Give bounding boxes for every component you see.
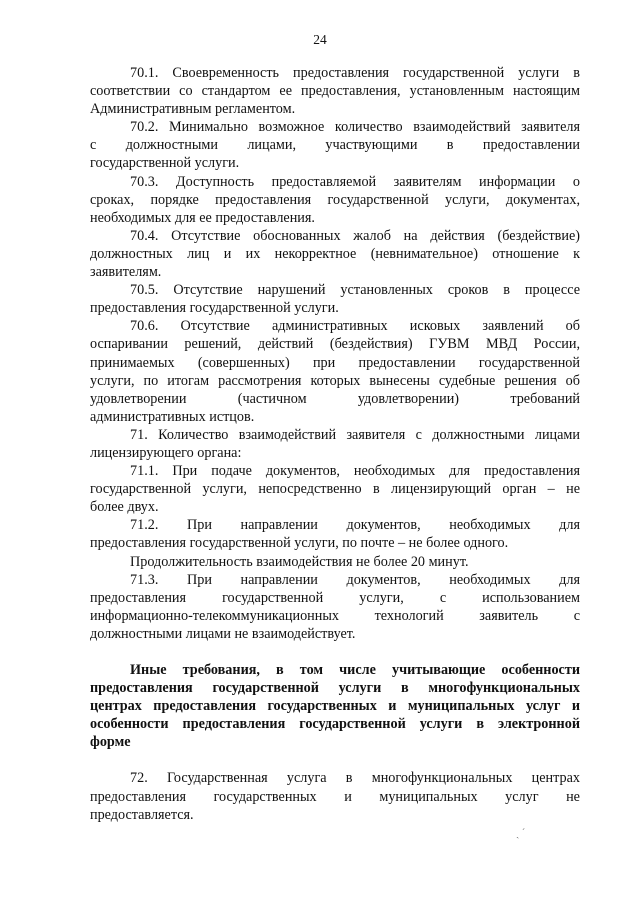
- text-line: лицензирующего органа:: [90, 444, 242, 461]
- paragraph-70-3: [90, 173, 580, 227]
- paragraph-70-5: [90, 281, 580, 317]
- heading-line: Иные требования, в том числе учитывающие особенности: [130, 662, 580, 678]
- paragraph-71-1: [90, 462, 580, 516]
- text-line: удовлетворении (частичном удовлетворении) требований: [90, 390, 580, 407]
- heading-line: форме: [90, 734, 131, 751]
- text-line: услуги, по итогам рассмотрения которых вынесены судебные решения об: [90, 372, 580, 389]
- text-line: более двух.: [90, 499, 159, 516]
- heading-line: центрах предоставления государственных и муниципальных услуг и: [90, 698, 580, 715]
- paragraph-70-6: [90, 317, 580, 426]
- text-line: заявителям.: [90, 264, 162, 281]
- text-line: 71. Количество взаимодействий заявителя с должностными лицами: [130, 426, 580, 443]
- text-line: государственной услуги.: [90, 155, 240, 172]
- text-line: 71.1. При подаче документов, необходимых для предоставления: [130, 463, 580, 480]
- paragraph-71-3: [90, 571, 580, 643]
- section-heading: [90, 661, 580, 751]
- text-line: административных истцов.: [90, 408, 255, 425]
- page-number: 24: [313, 32, 327, 47]
- text-line: предоставления государственной услуги, по почте – не более одного.: [90, 535, 509, 552]
- paragraph-71-2: [90, 516, 580, 552]
- text-line: государственной услуги, непосредственно в лицензирующий орган – не: [90, 481, 580, 498]
- text-line: 72. Государственная услуга в многофункциональных центрах: [130, 770, 580, 787]
- text-line: 70.6. Отсутствие административных исковых заявлений об: [130, 318, 580, 335]
- paragraph-70-4: [90, 227, 580, 281]
- paragraph-71: [90, 426, 580, 462]
- text-line: 71.2. При направлении документов, необходимых для: [130, 517, 580, 534]
- paragraph-70-2: [90, 118, 580, 172]
- document-body: [90, 64, 580, 824]
- text-line: должностными лицами не взаимодействует.: [90, 625, 356, 642]
- text-line: 71.3. При направлении документов, необходимых для: [130, 571, 580, 588]
- text-line: должностных лиц и их некорректное (невнимательное) отношение к: [90, 245, 580, 262]
- text-line: 70.4. Отсутствие обоснованных жалоб на действия (бездействие): [130, 227, 580, 244]
- text-line: Продолжительность взаимодействия не более 20 минут.: [130, 553, 469, 570]
- text-line: 70.3. Доступность предоставляемой заявителям информации о: [130, 173, 580, 190]
- paragraph-duration: [90, 553, 580, 571]
- text-line: Административным регламентом.: [90, 101, 296, 118]
- paragraph-72: [90, 769, 580, 823]
- text-line: предоставляется.: [90, 806, 194, 823]
- paragraph-70-1: [90, 64, 580, 118]
- text-line: 70.5. Отсутствие нарушений установленных сроков в процессе: [130, 282, 580, 299]
- text-line: 70.2. Минимально возможное количество взаимодействий заявителя: [130, 119, 580, 136]
- text-line: информационно-телекоммуникационных технологий заявитель с: [90, 607, 580, 624]
- text-line: предоставления государственной услуги.: [90, 300, 339, 317]
- text-line: сроках, порядке предоставления государственной услуги, документах,: [90, 191, 580, 208]
- text-line: предоставления государственных и муниципальных услуг не: [90, 788, 580, 805]
- heading-line: предоставления государственной услуги в многофункциональных: [90, 680, 580, 697]
- heading-line: особенности предоставления государственной услуги в электронной: [90, 716, 580, 733]
- text-line: соответствии со стандартом ее предоставления, установленным настоящим: [90, 83, 580, 100]
- stray-scan-mark: ˎ ´: [516, 828, 526, 839]
- text-line: предоставления государственной услуги, с использованием: [90, 589, 580, 606]
- text-line: 70.1. Своевременность предоставления государственной услуги в: [130, 65, 580, 81]
- text-line: с должностными лицами, участвующими в предоставлении: [90, 137, 580, 154]
- text-line: принимаемых (совершенных) при предоставлении государственной: [90, 354, 580, 371]
- text-line: оспаривании решений, действий (бездействия) ГУВМ МВД России,: [90, 336, 580, 353]
- text-line: необходимых для ее предоставления.: [90, 209, 315, 226]
